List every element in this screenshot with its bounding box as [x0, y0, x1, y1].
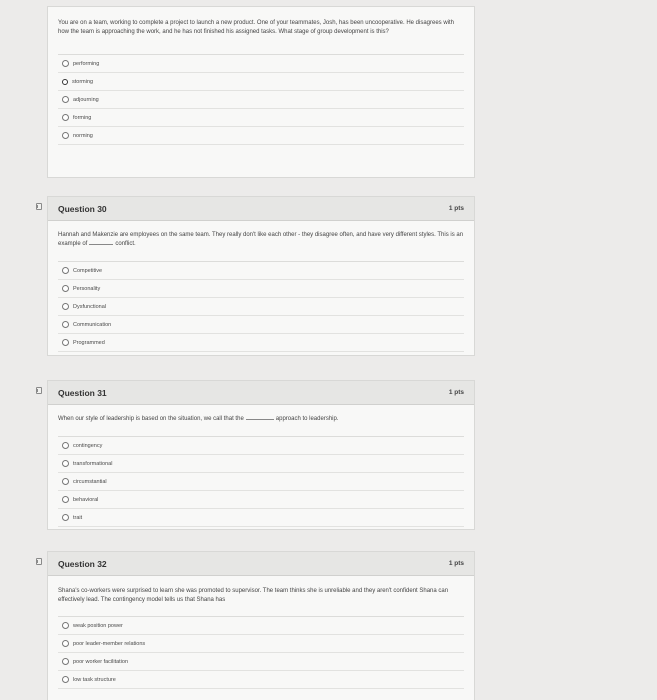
radio-button[interactable]: [62, 321, 69, 328]
answer-option[interactable]: adjourning: [58, 91, 464, 109]
question-points: 1 pts: [448, 560, 464, 567]
radio-button[interactable]: [62, 640, 69, 647]
answer-option[interactable]: poor leader-member relations: [58, 635, 464, 653]
answer-option[interactable]: contingency: [58, 437, 464, 455]
question-header: [48, 552, 474, 576]
question-header: [48, 197, 474, 221]
radio-button[interactable]: [62, 96, 69, 103]
answer-option[interactable]: low task structure: [58, 671, 464, 689]
question-title: Question 32: [58, 558, 107, 569]
question-text: Shana's co-workers were surprised to learn she was promoted to supervisor. The team thinks she is unreliable and they aren't confident Shana can effectively lead. The contingency model tells us that Shana has: [58, 588, 449, 603]
radio-button[interactable]: [62, 658, 69, 665]
radio-button[interactable]: [62, 460, 69, 467]
answer-option[interactable]: forming: [58, 109, 464, 127]
radio-button[interactable]: [62, 114, 69, 121]
question-card-30: [47, 196, 475, 356]
radio-button[interactable]: [62, 132, 69, 139]
answer-option[interactable]: weak position power: [58, 617, 464, 635]
answer-option[interactable]: Personality: [58, 280, 464, 298]
radio-button[interactable]: [62, 267, 69, 274]
radio-button[interactable]: [62, 60, 69, 67]
answer-option[interactable]: Competitive: [58, 262, 464, 280]
answer-option[interactable]: performing: [58, 55, 464, 73]
radio-button[interactable]: [62, 442, 69, 449]
answer-option[interactable]: poor worker facilitation: [58, 653, 464, 671]
question-text: When our style of leadership is based on the situation, we call that the approach to leadership.: [58, 416, 339, 422]
radio-button[interactable]: [62, 285, 69, 292]
radio-button[interactable]: [62, 514, 69, 521]
radio-button[interactable]: [62, 496, 69, 503]
question-title: Question 30: [58, 203, 107, 214]
answer-option[interactable]: Dysfunctional: [58, 298, 464, 316]
fill-blank: [246, 419, 274, 420]
answer-option[interactable]: behavioral: [58, 491, 464, 509]
flag-question-icon[interactable]: [36, 203, 42, 210]
fill-blank: [89, 244, 113, 245]
flag-question-icon[interactable]: [36, 558, 42, 565]
radio-button[interactable]: [62, 339, 69, 346]
question-title: Question 31: [58, 387, 107, 398]
question-text: Hannah and Makenzie are employees on the same team. They really don't like each other - they disagree often, and have very different styles. This is an example of conflict.: [58, 232, 464, 247]
radio-button-selected[interactable]: [62, 79, 68, 85]
answer-option[interactable]: Programmed: [58, 334, 464, 352]
answer-option[interactable]: norming: [58, 127, 464, 145]
question-points: 1 pts: [448, 389, 464, 396]
flag-question-icon[interactable]: [36, 387, 42, 394]
answer-option[interactable]: circumstantial: [58, 473, 464, 491]
radio-button[interactable]: [62, 622, 69, 629]
radio-button[interactable]: [62, 478, 69, 485]
question-card-31: [47, 380, 475, 530]
question-text: You are on a team, working to complete a project to launch a new product. One of your teammates, Josh, has been uncooperative. He disagrees with how the team is approaching the work, and he has not finished his assigned tasks. What stage of group development is this?: [58, 20, 455, 35]
answer-option[interactable]: trait: [58, 509, 464, 527]
answer-option[interactable]: storming: [58, 73, 464, 91]
question-card-29: [47, 6, 475, 178]
question-card-32: [47, 551, 475, 700]
answer-option[interactable]: transformational: [58, 455, 464, 473]
radio-button[interactable]: [62, 676, 69, 683]
question-points: 1 pts: [448, 205, 464, 212]
answer-option[interactable]: Communication: [58, 316, 464, 334]
radio-button[interactable]: [62, 303, 69, 310]
question-header: [48, 381, 474, 405]
